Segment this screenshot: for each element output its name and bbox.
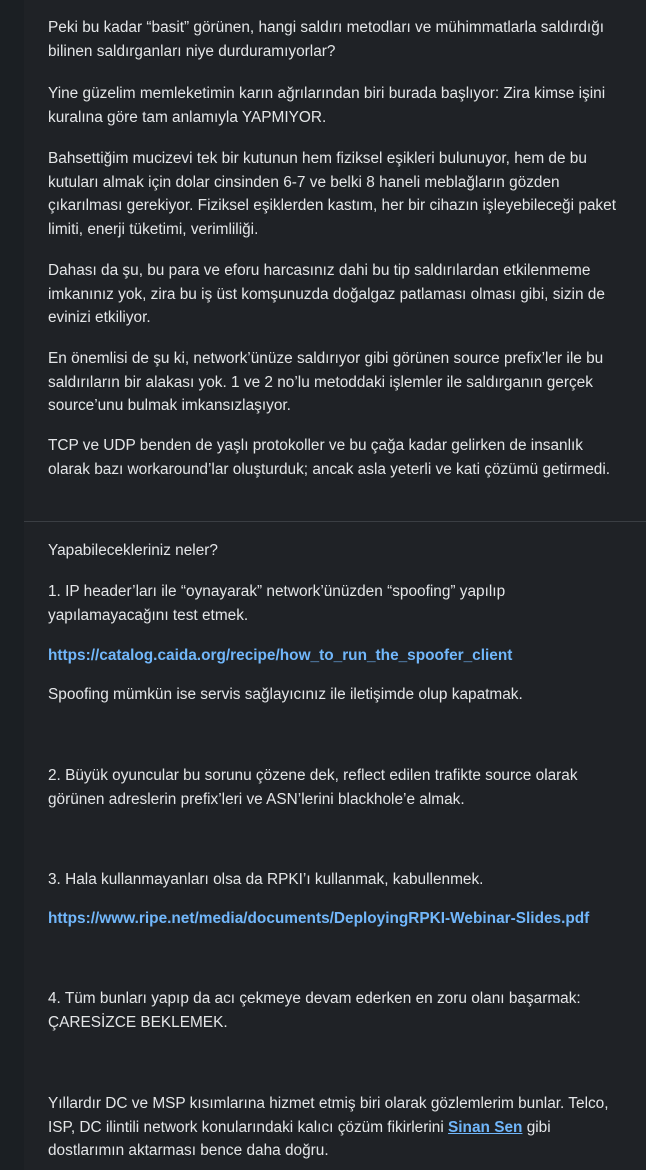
caida-spoofer-link[interactable]: https://catalog.caida.org/recipe/how_to_run_the_spoofer_client <box>48 647 513 664</box>
closing-paragraph <box>48 1092 628 1163</box>
list-item-3: 3. Hala kullanmayanları olsa da RPKI’ı kullanmak, kabullenmek. <box>48 871 484 888</box>
closing-text-after: gibi dostlarımın aktarması bence daha doğru. <box>48 1118 551 1159</box>
link-paragraph-2 <box>48 907 628 931</box>
mention-sinan-sen[interactable]: Sinan Sen <box>448 1118 523 1136</box>
paragraph-neighbor: Dahası da şu, bu para ve eforu harcasınız dahi bu tip saldırılardan etkilenmeme imkanınız yok, zira bu iş üst komşunuzda doğalgaz patlaması olması gibi, sizin de evinizi etkiliyor. <box>48 262 605 326</box>
paragraph-source-prefix: En önemlisi de şu ki, network’ünüze saldırıyor gibi görünen source prefix’ler ile bu saldırıların bir alakası yok. 1 ve 2 no’lu metoddaki işlemler ile saldırganın gerçek source’unu bulmak imkansızlaşıyor. <box>48 350 604 414</box>
list-item-2: 2. Büyük oyuncular bu sorunu çözene dek, reflect edilen trafikte source olarak görünen adreslerin prefix’leri ve ASN’lerini blackhole’e almak. <box>48 767 578 808</box>
paragraph-question: Peki bu kadar “basit” görünen, hangi saldırı metodları ve mühimmatlarla saldırdığı bilinen saldırganları niye durduramıyorlar? <box>48 19 605 60</box>
paragraph-box-cost: Bahsettiğim mucizevi tek bir kutunun hem fiziksel eşikleri bulunuyor, hem de bu kutuları almak için dolar cinsinden 6-7 ve belki 8 haneli meblağların gözden çıkarılması gerekiyor. Fiziksel eşiklerden kastım, her bir cihazın işleyebileceği paket limiti, enerji tüketimi, verimliliği. <box>48 150 616 238</box>
closing-text-before: Yıllardır DC ve MSP kısımlarına hizmet etmiş biri olarak gözlemlerim bunlar. Telco, ISP, DC ilintili network konularındaki kalıcı çözüm fikirlerini <box>48 1095 609 1136</box>
section-heading: Yapabilecekleriniz neler? <box>48 542 218 559</box>
ripe-rpki-link[interactable]: https://www.ripe.net/media/documents/DeployingRPKI-Webinar-Slides.pdf <box>48 910 590 927</box>
link-paragraph-1 <box>48 644 628 668</box>
paragraph-intro: Yine güzelim memleketimin karın ağrılarından biri burada başlıyor: Zira kimse işini kuralına göre tam anlamıyla YAPMIYOR. <box>48 85 606 126</box>
paragraph-tcp-udp: TCP ve UDP benden de yaşlı protokoller ve bu çağa kadar gelirken de insanlık olarak bazı workaround’lar oluşturduk; ancak asla yeterli ve kati çözümü getirmedi. <box>48 437 611 478</box>
list-item-1-note: Spoofing mümkün ise servis sağlayıcınız ile iletişimde olup kapatmak. <box>48 686 523 703</box>
list-item-1: 1. IP header’ları ile “oynayarak” network’ünüzden “spoofing” yapılıp yapılamayacağını test etmek. <box>48 583 506 624</box>
list-item-4: 4. Tüm bunları yapıp da acı çekmeye devam ederken en zoru olanı başarmak: ÇARESİZCE BEKLEMEK. <box>48 990 581 1031</box>
left-rail <box>0 0 24 1170</box>
section-divider <box>24 521 646 522</box>
